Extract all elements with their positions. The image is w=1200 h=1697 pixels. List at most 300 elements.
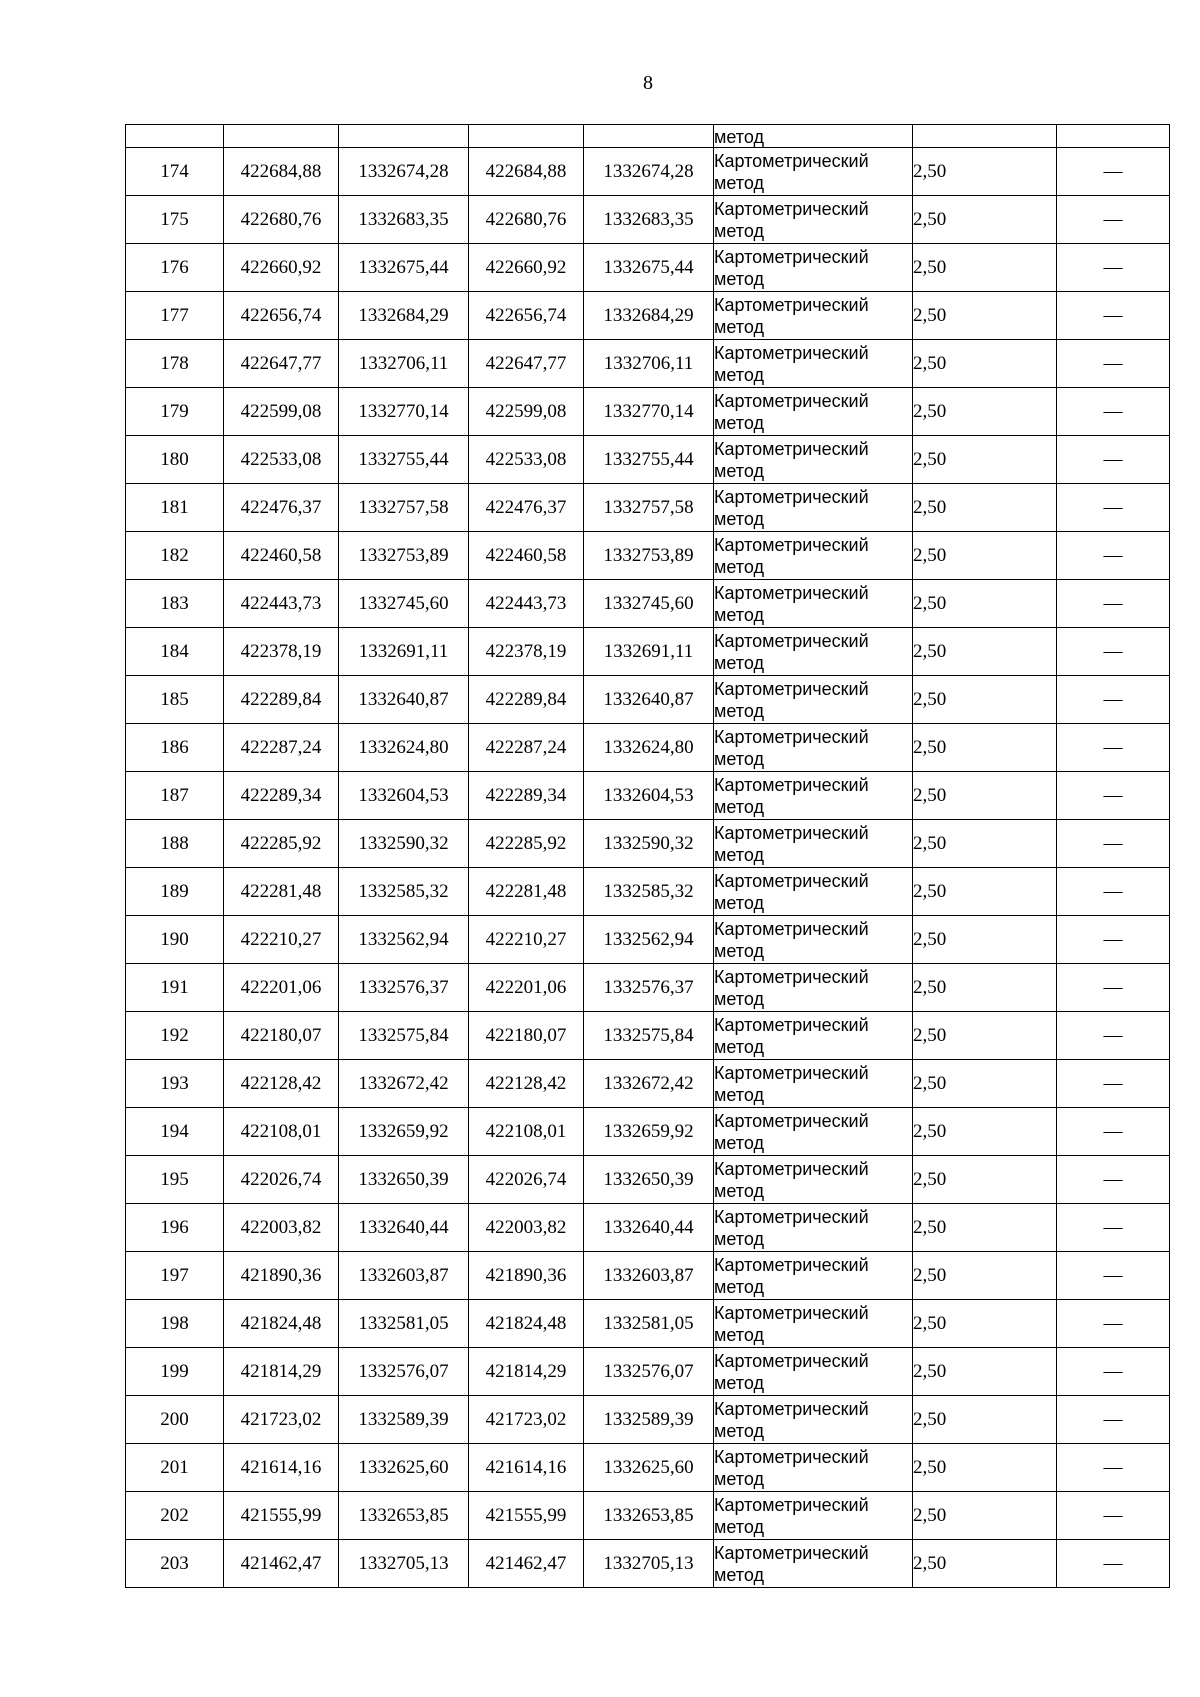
- cell-y-existing: 1332640,44: [339, 1204, 469, 1252]
- cell-method: [714, 724, 913, 772]
- cell-accuracy: 2,50: [913, 388, 1057, 436]
- cell-x-existing: 422533,08: [224, 436, 339, 484]
- table-row: [126, 868, 1170, 916]
- cell-x-new: 422684,88: [469, 148, 584, 196]
- cell-y-existing: 1332575,84: [339, 1012, 469, 1060]
- method-line-2: метод: [714, 988, 764, 1009]
- cell-y-existing: 1332770,14: [339, 388, 469, 436]
- table-row: [126, 1012, 1170, 1060]
- cell-x-existing: 422443,73: [224, 580, 339, 628]
- method-line-2: метод: [714, 1228, 764, 1249]
- cell-empty: [126, 125, 224, 148]
- cell-method: [714, 244, 913, 292]
- cell-point-number: 186: [126, 724, 224, 772]
- method-line-1: Картометрический: [714, 966, 869, 987]
- method-line-2: метод: [714, 892, 764, 913]
- cell-y-existing: 1332683,35: [339, 196, 469, 244]
- cell-accuracy: 2,50: [913, 484, 1057, 532]
- cell-y-new: 1332603,87: [584, 1252, 714, 1300]
- cell-note: —: [1057, 436, 1170, 484]
- cell-note: —: [1057, 532, 1170, 580]
- cell-x-existing: 422287,24: [224, 724, 339, 772]
- cell-note: —: [1057, 148, 1170, 196]
- method-line-1: Картометрический: [714, 1062, 869, 1083]
- method-line-2: метод: [714, 1276, 764, 1297]
- cell-method: [714, 1204, 913, 1252]
- cell-y-existing: 1332706,11: [339, 340, 469, 388]
- cell-accuracy: 2,50: [913, 628, 1057, 676]
- table-body: [126, 125, 1170, 1588]
- cell-accuracy: 2,50: [913, 676, 1057, 724]
- cell-y-new: 1332659,92: [584, 1108, 714, 1156]
- method-line-2: метод: [714, 364, 764, 385]
- table-row: [126, 1396, 1170, 1444]
- cell-x-new: 421814,29: [469, 1348, 584, 1396]
- cell-x-new: 422287,24: [469, 724, 584, 772]
- cell-y-new: 1332590,32: [584, 820, 714, 868]
- cell-x-existing: 422647,77: [224, 340, 339, 388]
- cell-accuracy: 2,50: [913, 1300, 1057, 1348]
- cell-method: [714, 868, 913, 916]
- method-line-1: Картометрический: [714, 1206, 869, 1227]
- method-line-1: Картометрический: [714, 294, 869, 315]
- method-line-1: Картометрический: [714, 1110, 869, 1131]
- method-line-2: метод: [714, 316, 764, 337]
- table-row: [126, 580, 1170, 628]
- method-line-2: метод: [714, 1468, 764, 1489]
- table-row: [126, 772, 1170, 820]
- cell-note: —: [1057, 580, 1170, 628]
- method-line-1: Картометрический: [714, 486, 869, 507]
- method-line-1: Картометрический: [714, 870, 869, 891]
- cell-x-new: 422443,73: [469, 580, 584, 628]
- cell-point-number: 187: [126, 772, 224, 820]
- cell-empty: [584, 125, 714, 148]
- table-row: [126, 1492, 1170, 1540]
- cell-point-number: 188: [126, 820, 224, 868]
- cell-method: [714, 1492, 913, 1540]
- cell-accuracy: 2,50: [913, 724, 1057, 772]
- method-line-1: Картометрический: [714, 150, 869, 171]
- cell-x-existing: 422289,34: [224, 772, 339, 820]
- cell-method: [714, 1156, 913, 1204]
- method-line-1: Картометрический: [714, 534, 869, 555]
- table-row: [126, 964, 1170, 1012]
- method-line-2: метод: [714, 1084, 764, 1105]
- cell-point-number: 202: [126, 1492, 224, 1540]
- cell-x-new: 422599,08: [469, 388, 584, 436]
- cell-point-number: 174: [126, 148, 224, 196]
- cell-y-new: 1332672,42: [584, 1060, 714, 1108]
- method-continuation: метод: [714, 125, 913, 148]
- cell-y-existing: 1332757,58: [339, 484, 469, 532]
- cell-note: —: [1057, 916, 1170, 964]
- table-row: [126, 244, 1170, 292]
- cell-y-existing: 1332562,94: [339, 916, 469, 964]
- method-line-1: Картометрический: [714, 342, 869, 363]
- cell-y-new: 1332581,05: [584, 1300, 714, 1348]
- cell-accuracy: 2,50: [913, 292, 1057, 340]
- method-line-1: Картометрический: [714, 918, 869, 939]
- cell-y-existing: 1332753,89: [339, 532, 469, 580]
- cell-point-number: 203: [126, 1540, 224, 1588]
- method-line-2: метод: [714, 220, 764, 241]
- table-row: [126, 1540, 1170, 1588]
- cell-accuracy: 2,50: [913, 1012, 1057, 1060]
- cell-note: —: [1057, 1396, 1170, 1444]
- table-row: [126, 1444, 1170, 1492]
- cell-note: —: [1057, 244, 1170, 292]
- cell-x-new: 421723,02: [469, 1396, 584, 1444]
- cell-note: —: [1057, 1300, 1170, 1348]
- cell-note: —: [1057, 868, 1170, 916]
- cell-x-new: 422533,08: [469, 436, 584, 484]
- cell-x-existing: 422180,07: [224, 1012, 339, 1060]
- cell-y-existing: 1332624,80: [339, 724, 469, 772]
- cell-y-existing: 1332603,87: [339, 1252, 469, 1300]
- cell-point-number: 199: [126, 1348, 224, 1396]
- cell-accuracy: 2,50: [913, 340, 1057, 388]
- cell-note: —: [1057, 628, 1170, 676]
- table-row: [126, 292, 1170, 340]
- cell-x-new: 422108,01: [469, 1108, 584, 1156]
- method-line-1: Картометрический: [714, 582, 869, 603]
- cell-x-new: 422180,07: [469, 1012, 584, 1060]
- method-line-2: метод: [714, 700, 764, 721]
- cell-y-existing: 1332705,13: [339, 1540, 469, 1588]
- method-line-1: Картометрический: [714, 246, 869, 267]
- cell-y-existing: 1332684,29: [339, 292, 469, 340]
- cell-x-existing: 422289,84: [224, 676, 339, 724]
- cell-x-existing: 421723,02: [224, 1396, 339, 1444]
- table-row: [126, 1252, 1170, 1300]
- continuation-row: [126, 125, 1170, 148]
- cell-note: —: [1057, 724, 1170, 772]
- cell-note: —: [1057, 772, 1170, 820]
- cell-x-new: 422680,76: [469, 196, 584, 244]
- cell-y-new: 1332757,58: [584, 484, 714, 532]
- cell-y-existing: 1332659,92: [339, 1108, 469, 1156]
- method-line-1: Картометрический: [714, 1014, 869, 1035]
- cell-x-new: 422647,77: [469, 340, 584, 388]
- method-line-1: Картометрический: [714, 1542, 869, 1563]
- method-line-2: метод: [714, 460, 764, 481]
- cell-point-number: 193: [126, 1060, 224, 1108]
- method-line-2: метод: [714, 652, 764, 673]
- cell-method: [714, 196, 913, 244]
- cell-note: —: [1057, 1348, 1170, 1396]
- table-row: [126, 820, 1170, 868]
- cell-accuracy: 2,50: [913, 1204, 1057, 1252]
- cell-x-existing: 422684,88: [224, 148, 339, 196]
- cell-method: [714, 1540, 913, 1588]
- cell-y-existing: 1332604,53: [339, 772, 469, 820]
- cell-x-new: 422289,34: [469, 772, 584, 820]
- method-line-2: метод: [714, 748, 764, 769]
- cell-y-new: 1332575,84: [584, 1012, 714, 1060]
- cell-accuracy: 2,50: [913, 1444, 1057, 1492]
- table-row: [126, 340, 1170, 388]
- cell-method: [714, 1012, 913, 1060]
- method-line-2: метод: [714, 1324, 764, 1345]
- table-row: [126, 1204, 1170, 1252]
- cell-y-new: 1332585,32: [584, 868, 714, 916]
- cell-x-existing: 422210,27: [224, 916, 339, 964]
- cell-y-existing: 1332576,07: [339, 1348, 469, 1396]
- cell-method: [714, 388, 913, 436]
- cell-method: [714, 1108, 913, 1156]
- cell-method: [714, 1060, 913, 1108]
- cell-y-new: 1332683,35: [584, 196, 714, 244]
- coordinates-table: [125, 124, 1170, 1588]
- cell-y-existing: 1332672,42: [339, 1060, 469, 1108]
- cell-method: [714, 436, 913, 484]
- cell-note: —: [1057, 388, 1170, 436]
- cell-point-number: 191: [126, 964, 224, 1012]
- cell-y-new: 1332604,53: [584, 772, 714, 820]
- cell-y-new: 1332562,94: [584, 916, 714, 964]
- cell-method: [714, 580, 913, 628]
- cell-y-new: 1332576,07: [584, 1348, 714, 1396]
- method-line-2: метод: [714, 1036, 764, 1057]
- cell-y-existing: 1332745,60: [339, 580, 469, 628]
- cell-y-new: 1332576,37: [584, 964, 714, 1012]
- cell-y-new: 1332770,14: [584, 388, 714, 436]
- cell-empty: [913, 125, 1057, 148]
- cell-point-number: 178: [126, 340, 224, 388]
- method-line-2: метод: [714, 1132, 764, 1153]
- cell-x-existing: 422128,42: [224, 1060, 339, 1108]
- cell-x-new: 421462,47: [469, 1540, 584, 1588]
- cell-point-number: 176: [126, 244, 224, 292]
- cell-empty: [339, 125, 469, 148]
- cell-point-number: 183: [126, 580, 224, 628]
- cell-x-existing: 421462,47: [224, 1540, 339, 1588]
- cell-method: [714, 484, 913, 532]
- method-line-2: метод: [714, 1180, 764, 1201]
- cell-note: —: [1057, 484, 1170, 532]
- cell-accuracy: 2,50: [913, 196, 1057, 244]
- method-line-1: Картометрический: [714, 390, 869, 411]
- cell-x-new: 422660,92: [469, 244, 584, 292]
- cell-x-existing: 422476,37: [224, 484, 339, 532]
- cell-point-number: 175: [126, 196, 224, 244]
- cell-point-number: 185: [126, 676, 224, 724]
- cell-y-existing: 1332675,44: [339, 244, 469, 292]
- cell-method: [714, 292, 913, 340]
- cell-method: [714, 820, 913, 868]
- cell-x-new: 422210,27: [469, 916, 584, 964]
- method-line-2: метод: [714, 508, 764, 529]
- cell-empty: [224, 125, 339, 148]
- cell-point-number: 194: [126, 1108, 224, 1156]
- table-row: [126, 1108, 1170, 1156]
- cell-y-existing: 1332650,39: [339, 1156, 469, 1204]
- cell-note: —: [1057, 196, 1170, 244]
- cell-point-number: 184: [126, 628, 224, 676]
- cell-note: —: [1057, 1108, 1170, 1156]
- cell-accuracy: 2,50: [913, 1252, 1057, 1300]
- cell-empty: [1057, 125, 1170, 148]
- cell-y-new: 1332675,44: [584, 244, 714, 292]
- cell-y-new: 1332753,89: [584, 532, 714, 580]
- cell-x-new: 422378,19: [469, 628, 584, 676]
- method-line-1: Картометрический: [714, 678, 869, 699]
- cell-note: —: [1057, 1060, 1170, 1108]
- cell-point-number: 196: [126, 1204, 224, 1252]
- cell-accuracy: 2,50: [913, 772, 1057, 820]
- table-row: [126, 628, 1170, 676]
- cell-point-number: 190: [126, 916, 224, 964]
- cell-y-new: 1332705,13: [584, 1540, 714, 1588]
- cell-x-existing: 421614,16: [224, 1444, 339, 1492]
- cell-point-number: 198: [126, 1300, 224, 1348]
- table-row: [126, 1348, 1170, 1396]
- cell-y-new: 1332650,39: [584, 1156, 714, 1204]
- table-row: [126, 388, 1170, 436]
- method-line-1: Картометрический: [714, 1446, 869, 1467]
- cell-x-existing: 422460,58: [224, 532, 339, 580]
- cell-note: —: [1057, 1492, 1170, 1540]
- cell-method: [714, 1348, 913, 1396]
- cell-method: [714, 1396, 913, 1444]
- cell-x-existing: 422599,08: [224, 388, 339, 436]
- cell-y-existing: 1332640,87: [339, 676, 469, 724]
- method-line-2: метод: [714, 844, 764, 865]
- cell-note: —: [1057, 1444, 1170, 1492]
- cell-x-existing: 422281,48: [224, 868, 339, 916]
- method-line-1: Картометрический: [714, 438, 869, 459]
- cell-x-new: 422128,42: [469, 1060, 584, 1108]
- cell-note: —: [1057, 340, 1170, 388]
- cell-note: —: [1057, 1204, 1170, 1252]
- table-row: [126, 1156, 1170, 1204]
- cell-y-existing: 1332590,32: [339, 820, 469, 868]
- method-line-2: метод: [714, 556, 764, 577]
- cell-x-existing: 422378,19: [224, 628, 339, 676]
- cell-note: —: [1057, 1540, 1170, 1588]
- cell-y-existing: 1332576,37: [339, 964, 469, 1012]
- cell-accuracy: 2,50: [913, 1108, 1057, 1156]
- cell-accuracy: 2,50: [913, 916, 1057, 964]
- cell-y-existing: 1332625,60: [339, 1444, 469, 1492]
- cell-method: [714, 532, 913, 580]
- cell-method: [714, 148, 913, 196]
- cell-note: —: [1057, 1012, 1170, 1060]
- table-row: [126, 148, 1170, 196]
- cell-note: —: [1057, 292, 1170, 340]
- table-row: [126, 724, 1170, 772]
- table-row: [126, 916, 1170, 964]
- cell-x-new: 421890,36: [469, 1252, 584, 1300]
- cell-y-new: 1332653,85: [584, 1492, 714, 1540]
- cell-note: —: [1057, 676, 1170, 724]
- cell-y-new: 1332625,60: [584, 1444, 714, 1492]
- method-line-2: метод: [714, 1420, 764, 1441]
- cell-accuracy: 2,50: [913, 436, 1057, 484]
- cell-y-existing: 1332674,28: [339, 148, 469, 196]
- cell-method: [714, 340, 913, 388]
- method-line-1: Картометрический: [714, 822, 869, 843]
- cell-x-new: 421614,16: [469, 1444, 584, 1492]
- method-line-1: Картометрический: [714, 774, 869, 795]
- cell-accuracy: 2,50: [913, 1396, 1057, 1444]
- cell-point-number: 200: [126, 1396, 224, 1444]
- cell-x-existing: 422201,06: [224, 964, 339, 1012]
- cell-y-new: 1332691,11: [584, 628, 714, 676]
- method-line-2: метод: [714, 268, 764, 289]
- method-line-2: метод: [714, 604, 764, 625]
- cell-x-new: 422003,82: [469, 1204, 584, 1252]
- cell-x-existing: 421814,29: [224, 1348, 339, 1396]
- cell-note: —: [1057, 964, 1170, 1012]
- table-row: [126, 196, 1170, 244]
- cell-y-new: 1332589,39: [584, 1396, 714, 1444]
- cell-x-new: 422656,74: [469, 292, 584, 340]
- method-line-1: Картометрический: [714, 1302, 869, 1323]
- cell-method: [714, 964, 913, 1012]
- cell-accuracy: 2,50: [913, 244, 1057, 292]
- method-line-1: Картометрический: [714, 726, 869, 747]
- cell-accuracy: 2,50: [913, 1492, 1057, 1540]
- cell-x-new: 422281,48: [469, 868, 584, 916]
- method-line-1: Картометрический: [714, 1158, 869, 1179]
- cell-x-new: 421824,48: [469, 1300, 584, 1348]
- method-line-2: метод: [714, 1516, 764, 1537]
- cell-y-new: 1332624,80: [584, 724, 714, 772]
- cell-accuracy: 2,50: [913, 1060, 1057, 1108]
- cell-point-number: 201: [126, 1444, 224, 1492]
- cell-x-new: 422460,58: [469, 532, 584, 580]
- cell-y-existing: 1332653,85: [339, 1492, 469, 1540]
- method-line-2: метод: [714, 412, 764, 433]
- table-row: [126, 676, 1170, 724]
- cell-x-existing: 421824,48: [224, 1300, 339, 1348]
- method-line-1: Картометрический: [714, 1254, 869, 1275]
- cell-accuracy: 2,50: [913, 580, 1057, 628]
- cell-accuracy: 2,50: [913, 1156, 1057, 1204]
- method-line-2: метод: [714, 940, 764, 961]
- cell-point-number: 177: [126, 292, 224, 340]
- cell-accuracy: 2,50: [913, 532, 1057, 580]
- cell-x-new: 422289,84: [469, 676, 584, 724]
- cell-y-new: 1332745,60: [584, 580, 714, 628]
- cell-x-new: 422026,74: [469, 1156, 584, 1204]
- cell-x-existing: 422680,76: [224, 196, 339, 244]
- cell-note: —: [1057, 1252, 1170, 1300]
- cell-y-new: 1332674,28: [584, 148, 714, 196]
- method-line-2: метод: [714, 796, 764, 817]
- cell-y-existing: 1332581,05: [339, 1300, 469, 1348]
- cell-empty: [469, 125, 584, 148]
- cell-y-new: 1332640,87: [584, 676, 714, 724]
- cell-accuracy: 2,50: [913, 1540, 1057, 1588]
- cell-method: [714, 916, 913, 964]
- cell-point-number: 195: [126, 1156, 224, 1204]
- cell-y-existing: 1332585,32: [339, 868, 469, 916]
- cell-x-new: 422476,37: [469, 484, 584, 532]
- cell-y-existing: 1332755,44: [339, 436, 469, 484]
- cell-x-existing: 422026,74: [224, 1156, 339, 1204]
- table-row: [126, 436, 1170, 484]
- cell-point-number: 192: [126, 1012, 224, 1060]
- cell-y-existing: 1332691,11: [339, 628, 469, 676]
- cell-accuracy: 2,50: [913, 820, 1057, 868]
- cell-point-number: 189: [126, 868, 224, 916]
- cell-accuracy: 2,50: [913, 1348, 1057, 1396]
- cell-y-new: 1332684,29: [584, 292, 714, 340]
- method-line-2: метод: [714, 172, 764, 193]
